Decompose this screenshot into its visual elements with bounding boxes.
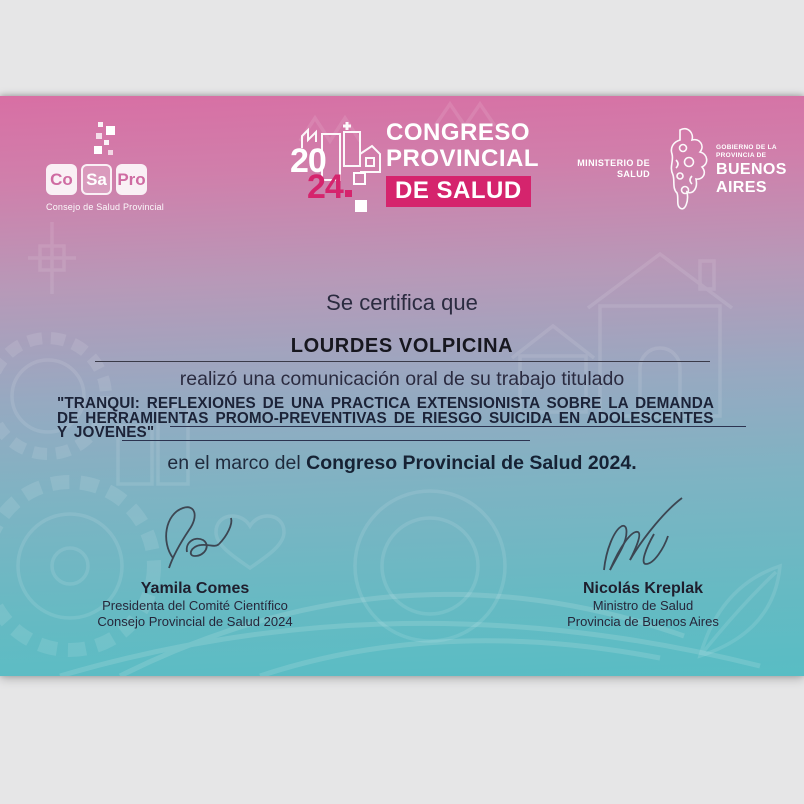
gov-big-line-2: AIRES (716, 179, 767, 196)
cosapro-wordmark (46, 164, 196, 195)
gov-small-line-1: GOBIERNO DE LA (716, 144, 777, 151)
certificate (0, 96, 804, 676)
certifies-label: Se certifica que (326, 290, 478, 315)
work-title-line-1: "TRANQUI: REFLEXIONES DE UNA PRACTICA EXTENSIONISTA SOBRE LA DEMANDA (57, 395, 714, 412)
action-line: realizó una comunicación oral de su trabajo titulado (179, 368, 625, 390)
buenos-aires-map-icon (656, 126, 710, 222)
congress-line-3-badge: DE SALUD (386, 176, 531, 207)
congress-2024-logo (290, 114, 540, 218)
signer-name-right: Nicolás Kreplak (582, 580, 704, 597)
square-outline-icon (353, 172, 366, 185)
ministry-of-health-label (538, 158, 650, 180)
cosapro-block-sa: Sa (81, 164, 112, 195)
work-title-line-3: Y JOVENES" (57, 424, 155, 441)
cosapro-block-co: Co (46, 164, 77, 195)
ministry-line-2: SALUD (617, 169, 650, 179)
context-event-name: Congreso Provincial de Salud 2024. (306, 452, 637, 474)
year-24: 24 (307, 168, 343, 206)
name-underline (95, 361, 710, 362)
cosapro-tagline: Consejo de Salud Provincial (46, 202, 164, 212)
ministry-line-1: MINISTERIO DE (577, 158, 650, 168)
signer-role-left-2: Consejo Provincial de Salud 2024 (97, 614, 293, 629)
square-white-icon (355, 200, 367, 212)
gov-big-line-1: BUENOS (716, 161, 787, 178)
signature-block-left (83, 500, 307, 630)
title-rule-line (170, 426, 746, 427)
work-title-line-2: DE HERRAMIENTAS PROMO-PREVENTIVAS DE RIESGO SUICIDA EN ADOLESCENTES (57, 409, 714, 427)
signer-role-right-2: Provincia de Buenos Aires (567, 614, 719, 629)
signature-block-right (526, 494, 760, 630)
congress-wordmark (386, 120, 539, 207)
cosapro-logo (46, 120, 196, 212)
cosapro-block-pro: Pro (116, 164, 147, 195)
year-20: 20 (290, 142, 326, 180)
context-line (0, 452, 804, 475)
signature-left-icon (135, 500, 255, 578)
signer-role-left-1: Presidenta del Comité Científico (102, 598, 288, 613)
buenos-aires-wordmark (716, 144, 787, 196)
cosapro-squares-icon (84, 120, 124, 160)
awardee-name: LOURDES VOLPICINA (290, 335, 514, 357)
congress-line-1: CONGRESO (386, 119, 531, 146)
title-rule-line (122, 440, 530, 441)
congress-year-art (290, 120, 382, 216)
government-logos (538, 126, 788, 226)
signer-role-right-1: Ministro de Salud (592, 598, 694, 613)
work-title (57, 397, 751, 441)
signer-name-left: Yamila Comes (140, 580, 250, 597)
congress-line-2: PROVINCIAL (386, 145, 540, 172)
context-prefix: en el marco del (167, 452, 307, 474)
gov-small-line-2: PROVINCIA DE (716, 152, 767, 159)
signature-right-icon (578, 494, 708, 578)
square-magenta-icon (345, 190, 352, 197)
